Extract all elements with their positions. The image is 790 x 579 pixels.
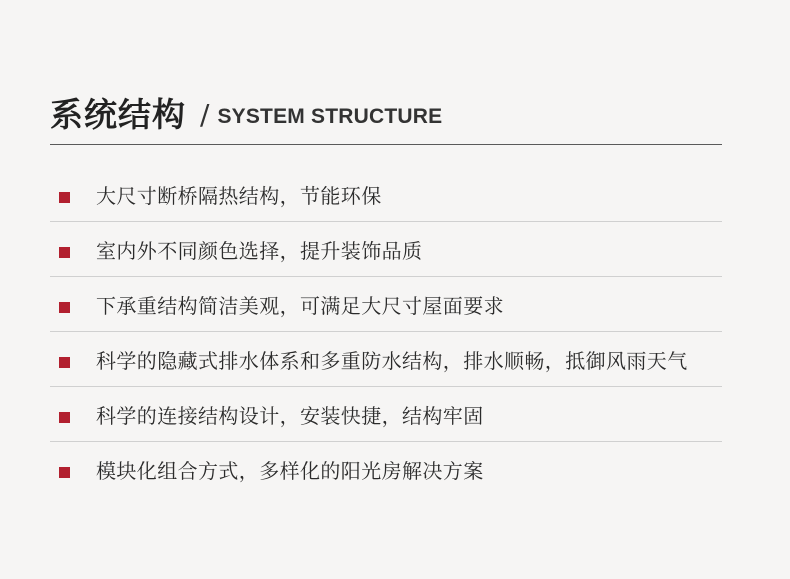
square-bullet-icon bbox=[59, 192, 70, 203]
feature-text: 科学的连接结构设计，安装快捷，结构牢固 bbox=[96, 404, 484, 428]
section-header bbox=[50, 96, 722, 145]
feature-item bbox=[50, 277, 722, 332]
feature-list bbox=[50, 167, 722, 497]
feature-item bbox=[50, 442, 722, 497]
feature-text: 室内外不同颜色选择，提升装饰品质 bbox=[96, 239, 423, 263]
feature-item bbox=[50, 222, 722, 277]
square-bullet-icon bbox=[59, 467, 70, 478]
feature-text: 模块化组合方式，多样化的阳光房解决方案 bbox=[96, 459, 484, 483]
feature-item bbox=[50, 167, 722, 222]
square-bullet-icon bbox=[59, 412, 70, 423]
title-separator: / bbox=[200, 98, 210, 131]
feature-item bbox=[50, 332, 722, 387]
square-bullet-icon bbox=[59, 302, 70, 313]
section-title-cn: 系统结构 bbox=[50, 95, 186, 134]
feature-item bbox=[50, 387, 722, 442]
feature-text: 下承重结构简洁美观，可满足大尺寸屋面要求 bbox=[96, 294, 504, 318]
square-bullet-icon bbox=[59, 247, 70, 258]
section-title-en: SYSTEM STRUCTURE bbox=[217, 105, 443, 128]
square-bullet-icon bbox=[59, 357, 70, 368]
feature-text: 大尺寸断桥隔热结构，节能环保 bbox=[96, 184, 382, 208]
feature-text: 科学的隐藏式排水体系和多重防水结构，排水顺畅，抵御风雨天气 bbox=[96, 349, 688, 373]
